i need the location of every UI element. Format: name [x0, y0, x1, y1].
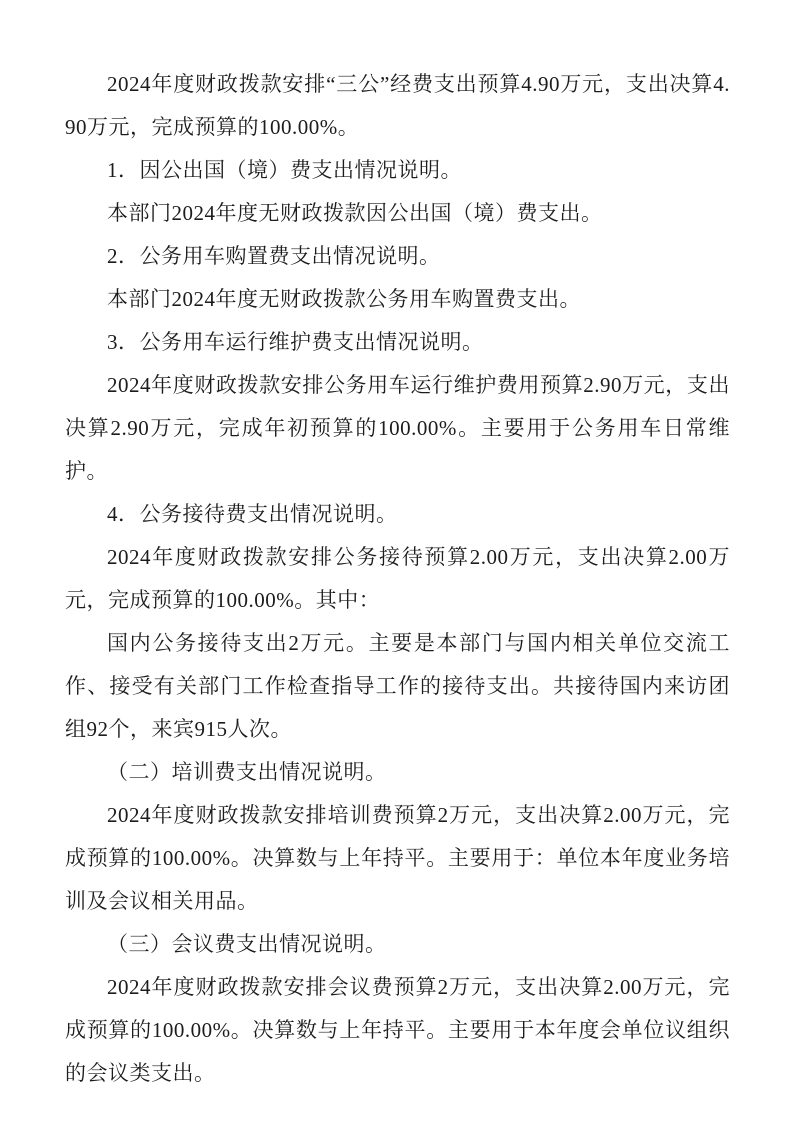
- para-vehicle-purchase-fee: 本部门2024年度无财政拨款公务用车购置费支出。: [107, 287, 581, 311]
- document-body: [65, 63, 730, 1095]
- heading-3-vehicle-maintenance-fee: 3．公务用车运行维护费支出情况说明。: [107, 330, 484, 354]
- para-domestic-reception-detail: 国内公务接待支出2万元。主要是本部门与国内相关单位交流工作、接受有关部门工作检查指导工作的接待支出。共接待国内来访团组92个，来宾915人次。: [65, 631, 730, 741]
- para-official-reception-fee: 2024年度财政拨款安排公务接待预算2.00万元，支出决算2.00万元，完成预算的100.00%。其中：: [65, 545, 730, 612]
- para-training-fee: 2024年度财政拨款安排培训费预算2万元，支出决算2.00万元，完成预算的100.00%。决算数与上年持平。主要用于：单位本年度业务培训及会议相关用品。: [65, 803, 730, 913]
- para-overseas-travel-fee: 本部门2024年度无财政拨款因公出国（境）费支出。: [107, 201, 603, 225]
- heading-2-vehicle-purchase-fee: 2．公务用车购置费支出情况说明。: [107, 244, 441, 268]
- heading-1-overseas-travel-fee: 1．因公出国（境）费支出情况说明。: [107, 158, 462, 182]
- para-three-public-summary: 2024年度财政拨款安排“三公”经费支出预算4.90万元，支出决算4.90万元，完成预算的100.00%。: [65, 72, 730, 139]
- para-vehicle-maintenance-fee: 2024年度财政拨款安排公务用车运行维护费用预算2.90万元，支出决算2.90万元，完成年初预算的100.00%。主要用于公务用车日常维护。: [65, 373, 730, 483]
- heading-training-fee: （二）培训费支出情况说明。: [107, 760, 387, 784]
- heading-meeting-fee: （三）会议费支出情况说明。: [107, 932, 387, 956]
- heading-4-official-reception-fee: 4．公务接待费支出情况说明。: [107, 502, 398, 526]
- para-meeting-fee: 2024年度财政拨款安排会议费预算2万元，支出决算2.00万元，完成预算的100.00%。决算数与上年持平。主要用于本年度会单位议组织的会议类支出。: [65, 975, 730, 1085]
